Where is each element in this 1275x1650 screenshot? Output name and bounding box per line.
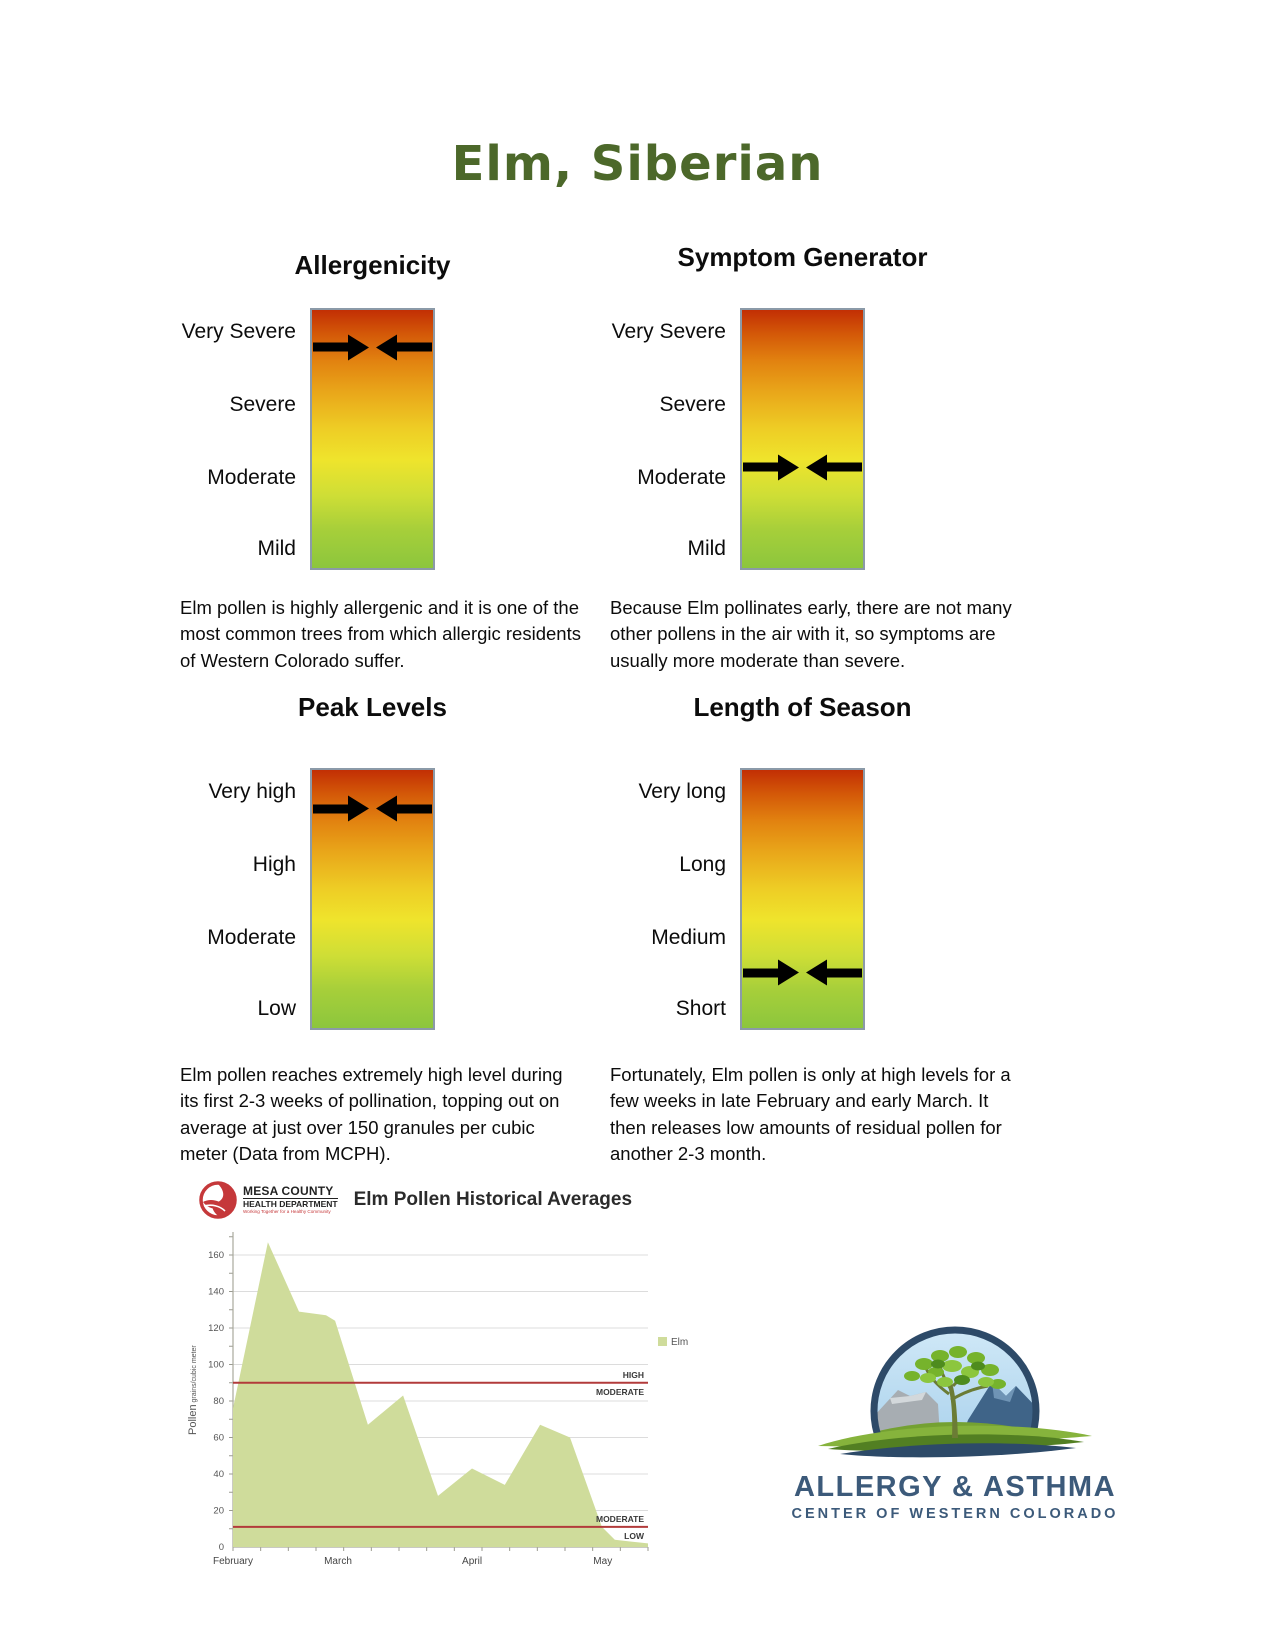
y-tick-label: 160 bbox=[208, 1250, 224, 1261]
mesa-county-tagline: Working Together for a Healthy Community bbox=[243, 1208, 331, 1214]
mesa-county-name: MESA COUNTY bbox=[243, 1184, 334, 1199]
legend-label: Elm bbox=[671, 1337, 689, 1348]
historical-chart-block bbox=[180, 1180, 720, 1590]
x-month-label: March bbox=[324, 1556, 352, 1567]
gauge-body bbox=[600, 768, 870, 1030]
threshold-label-above: MODERATE bbox=[595, 1513, 644, 1524]
gauge-title: Length of Season bbox=[693, 692, 912, 722]
legend-swatch bbox=[658, 1337, 667, 1346]
gauge-description: Elm pollen reaches extremely high level during its first 2-3 weeks of pollination, topping out on average at just over 150 granules per cubic meter (Data from MCPH). bbox=[180, 1064, 563, 1164]
gauge-label: Moderate bbox=[637, 466, 726, 490]
gauge-title: Peak Levels bbox=[298, 692, 447, 722]
elm-area-series bbox=[233, 1242, 648, 1547]
gauge-description: Because Elm pollinates early, there are not many other pollens in the air with it, so symptoms are usually more moderate than severe. bbox=[610, 597, 1012, 671]
arrow-right-icon bbox=[743, 968, 778, 977]
gauge-label: Severe bbox=[659, 392, 726, 416]
arrow-right-icon bbox=[743, 463, 778, 472]
x-month-label: February bbox=[212, 1556, 254, 1567]
x-month-label: May bbox=[593, 1556, 613, 1567]
gauge-label: Moderate bbox=[207, 466, 296, 490]
gauge-label: Low bbox=[257, 997, 296, 1021]
y-tick-label: 80 bbox=[213, 1396, 224, 1407]
clinic-logo-block bbox=[740, 1316, 1170, 1522]
gauge-label: High bbox=[252, 852, 296, 876]
mesa-county-logo-icon bbox=[198, 1180, 238, 1220]
gauge-label: Very Severe bbox=[611, 319, 726, 343]
gauge-title: Allergenicity bbox=[294, 250, 451, 280]
threshold-label-below: LOW bbox=[624, 1530, 644, 1541]
y-tick-label: 120 bbox=[208, 1323, 224, 1334]
gauge-body bbox=[170, 308, 440, 570]
arrow-left-icon bbox=[397, 804, 432, 813]
y-tick-label: 0 bbox=[218, 1542, 224, 1553]
gauge-label: Very high bbox=[208, 779, 296, 803]
y-axis-label: Pollen grains/cubic meter bbox=[187, 1345, 199, 1435]
gauge-label: Severe bbox=[229, 392, 296, 416]
mesa-county-text bbox=[243, 1185, 338, 1214]
gauge-label: Mild bbox=[687, 537, 726, 561]
y-tick-label: 60 bbox=[213, 1432, 224, 1444]
arrow-right-icon bbox=[313, 804, 348, 813]
gauge-label: Short bbox=[675, 997, 726, 1021]
gauge-label: Medium bbox=[651, 926, 726, 950]
gauge-gradient-bar bbox=[740, 768, 865, 1030]
gauge-description: Fortunately, Elm pollen is only at high levels for a few weeks in late February and early March. It then releases low amounts of residual pollen for another 2-3 month. bbox=[610, 1064, 1011, 1164]
gauge-label: Mild bbox=[257, 537, 296, 561]
gauge-scale-labels bbox=[600, 768, 732, 1030]
y-tick-label: 20 bbox=[213, 1505, 224, 1517]
gauge-label: Long bbox=[679, 852, 726, 876]
gauge-scale-labels bbox=[170, 768, 302, 1030]
arrow-left-icon bbox=[827, 463, 862, 472]
threshold-label-below: MODERATE bbox=[595, 1386, 644, 1397]
gauge-body bbox=[600, 308, 870, 570]
clinic-emblem-icon bbox=[740, 1316, 1170, 1462]
gauge-gradient-bar bbox=[310, 768, 435, 1030]
gauge-label: Very Severe bbox=[181, 319, 296, 343]
chart-title: Elm Pollen Historical Averages bbox=[353, 1189, 633, 1210]
elm-pollen-area-chart bbox=[180, 1225, 720, 1585]
y-tick-label: 40 bbox=[213, 1469, 224, 1480]
clinic-name: ALLERGY & ASTHMA bbox=[793, 1471, 1117, 1503]
arrow-left-icon bbox=[827, 968, 862, 977]
gauge-label: Very long bbox=[638, 779, 726, 803]
clinic-subtitle: CENTER OF WESTERN COLORADO bbox=[791, 1506, 1119, 1522]
arrow-right-icon bbox=[313, 343, 348, 352]
gauge-scale-labels bbox=[600, 308, 732, 570]
x-month-label: April bbox=[462, 1556, 483, 1567]
threshold-label-above: HIGH bbox=[622, 1369, 644, 1380]
gauge-gradient-bar bbox=[310, 308, 435, 570]
gauge-scale-labels bbox=[170, 308, 302, 570]
arrow-left-icon bbox=[397, 343, 432, 352]
gauge-label: Moderate bbox=[207, 926, 296, 950]
y-tick-label: 100 bbox=[208, 1359, 224, 1371]
mesa-county-dept: HEALTH DEPARTMENT bbox=[243, 1199, 338, 1210]
gauge-body bbox=[170, 768, 440, 1030]
page-title: Elm, Siberian bbox=[451, 136, 824, 192]
gauge-description: Elm pollen is highly allergenic and it is one of the most common trees from which allergic residents of Western Colorado suffer. bbox=[180, 597, 581, 671]
chart-header bbox=[198, 1180, 632, 1220]
gauge-title: Symptom Generator bbox=[677, 242, 928, 272]
gauge-gradient-bar bbox=[740, 308, 865, 570]
y-tick-label: 140 bbox=[208, 1286, 224, 1298]
